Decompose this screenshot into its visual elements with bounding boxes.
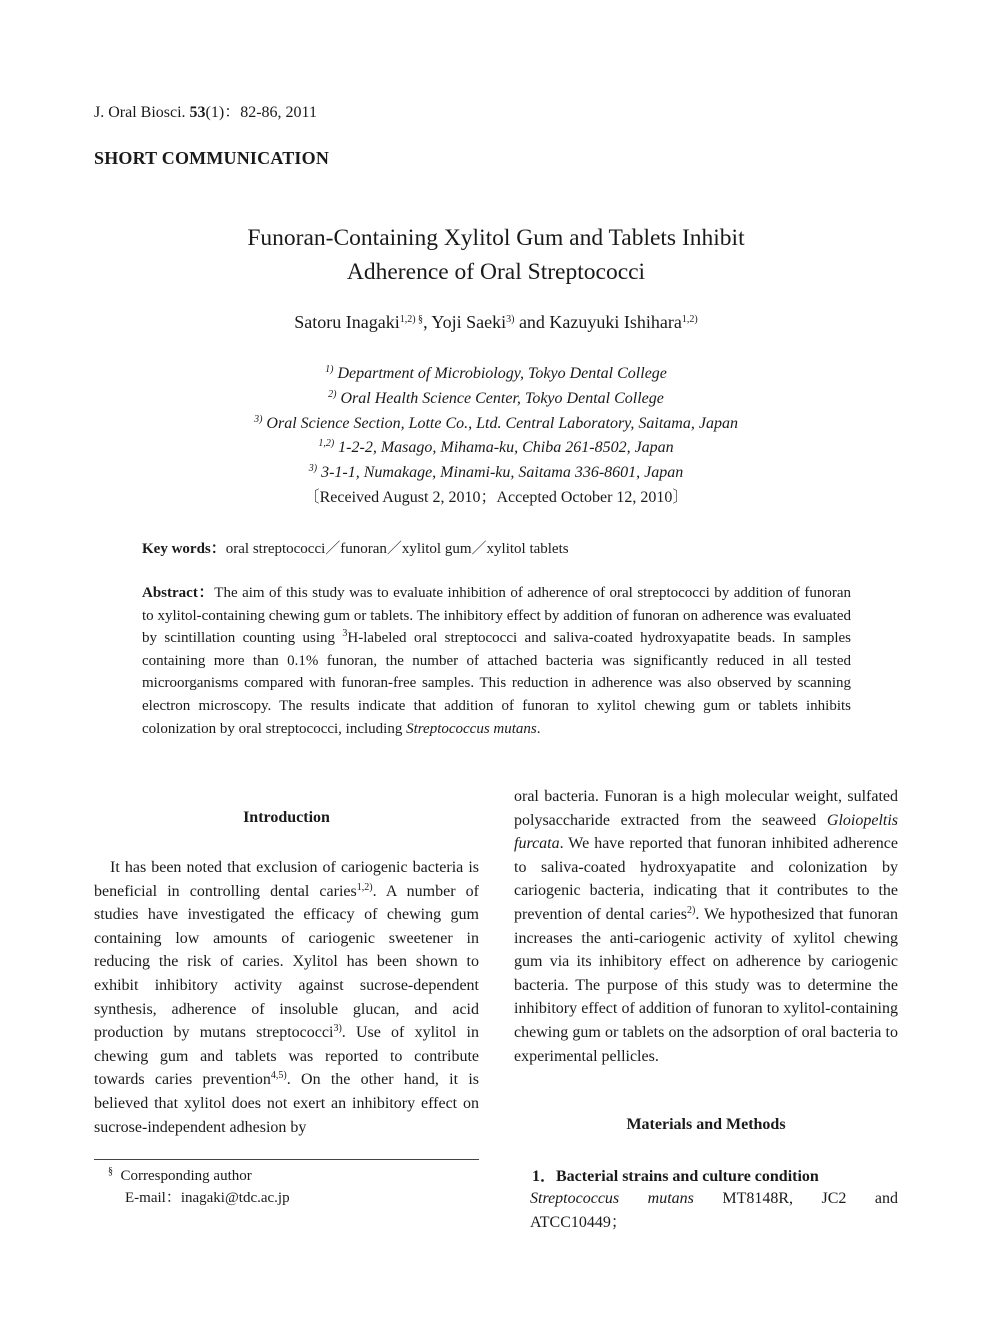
affiliation-line	[0, 362, 992, 387]
abstract-end: .	[536, 720, 541, 737]
abstract-text: The aim of this study was to evaluate inhibition of adherence of oral streptococci by addition of funoran to xylitol-containing chewing gum or tablets. The inhibitory effect by addition of funoran on adherence was evaluated by scintillation counting using	[142, 585, 851, 647]
intro-text: . On the other hand, it is believed that xylitol does not exert an inhibitory effect on sucrose-independent adhesion by	[94, 1071, 479, 1136]
abstract-label: Abstract：	[142, 585, 215, 601]
affiliation-marker: 1)	[325, 364, 334, 375]
author-2: , Yoji Saeki	[423, 312, 507, 332]
affiliation-marker: 2)	[328, 388, 337, 400]
title-line-1: Funoran-Containing Xylitol Gum and Tablets Inhibit	[247, 225, 745, 251]
affiliation-line	[0, 387, 992, 412]
citation-sup: 3)	[333, 1023, 342, 1035]
address-line	[0, 436, 992, 461]
received-dates: 〔Received August 2, 2010；Accepted October 12, 2010〕	[303, 488, 689, 506]
address-text: 3-1-1, Numakage, Minami-ku, Saitama 336-8601, Japan	[321, 464, 684, 482]
intro-text: It has been noted that exclusion of cariogenic bacteria is beneficial in controlling dental caries	[94, 859, 479, 900]
affiliation-line	[0, 412, 992, 437]
species-name: Streptococcus mutans	[530, 1190, 694, 1207]
citation-sup: 2)	[687, 904, 696, 916]
abstract-text: H-labeled oral streptococci and saliva-coated hydroxyapatite beads. In samples containing more than 0.1% funoran, the number of attached bacteria was significantly reduced in all tested microorganisms compared with funoran-free samples. This reduction in adherence was also observed by scanning electron microscopy. The results indicate that addition of funoran to xylitol chewing gum or tablets inhibits colonization by oral streptococci, including	[142, 630, 851, 737]
address-text: 1-2-2, Masago, Mihama-ku, Chiba 261-8502, Japan	[338, 439, 674, 457]
body-text: MT8148R, JC2 and ATCC10449；	[530, 1190, 898, 1231]
email-line: E-mail：inagaki@tdc.ac.jp	[125, 1190, 290, 1206]
introduction-heading: Introduction	[243, 809, 330, 826]
corresponding-author-label: Corresponding author	[120, 1168, 252, 1184]
body-text: . We hypothesized that funoran increases the anti-cariogenic activity of xylitol chewing gum via its inhibitory effect on adherence by cariogenic bacteria. The purpose of this study was to determine the inhibitory effect of addition of funoran to xylitol-containing chewing gum or tablets on the adsorption of oral bacteria to experimental pellicles.	[514, 905, 898, 1065]
journal-issue-pages: (1)：82-86, 2011	[205, 104, 317, 121]
subsection-heading: 1．Bacterial strains and culture condition	[532, 1168, 819, 1185]
author-list	[0, 312, 992, 333]
keywords-label: Key words：	[142, 541, 226, 557]
introduction-paragraph	[94, 856, 479, 1139]
title-line-2: Adherence of Oral Streptococci	[346, 259, 646, 285]
journal-volume: 53	[189, 104, 206, 121]
footnote-mark: §	[108, 1166, 113, 1177]
affiliations	[0, 362, 992, 511]
author-3-affil: 1,2)	[681, 314, 698, 325]
abstract-species: Streptococcus mutans	[406, 720, 537, 737]
body-text: oral bacteria. Funoran is a high molecular weight, sulfated polysaccharide extracted from the seaweed	[514, 788, 898, 829]
strain-paragraph	[530, 1187, 898, 1234]
paper-title	[0, 221, 992, 289]
body-text: . We have reported that funoran inhibited adherence to saliva-coated hydroxyapatite and colonization by cariogenic bacteria, indicating that it contributes to the prevention of dental caries	[514, 835, 898, 923]
author-1: Satoru Inagaki	[294, 312, 400, 332]
affiliation-text: Department of Microbiology, Tokyo Dental College	[337, 365, 667, 382]
right-column-paragraph	[514, 785, 898, 1068]
affiliation-marker: 3)	[254, 413, 263, 425]
author-2-affil: 3)	[506, 314, 515, 325]
intro-text: . Use of xylitol in chewing gum and tablets was reported to contribute towards caries prevention	[94, 1024, 480, 1089]
address-line	[0, 461, 992, 486]
keywords	[142, 537, 569, 558]
corresponding-author-line	[108, 1165, 290, 1187]
abstract	[142, 582, 851, 740]
abstract-isotope-sup: 3	[342, 628, 348, 640]
affiliation-marker: 3)	[308, 463, 318, 475]
species-name: Gloiopeltis furcata	[514, 811, 898, 853]
author-1-affil: 1,2) §	[399, 314, 424, 325]
affiliation-marker: 1,2)	[318, 438, 335, 450]
journal-citation	[94, 99, 317, 122]
affiliation-text: Oral Health Science Center, Tokyo Dental College	[340, 389, 664, 407]
affiliation-text: Oral Science Section, Lotte Co., Ltd. Central Laboratory, Saitama, Japan	[266, 414, 738, 432]
citation-sup: 4,5)	[270, 1070, 287, 1082]
section-label: SHORT COMMUNICATION	[94, 148, 330, 168]
footnote	[108, 1165, 290, 1209]
methods-heading: Materials and Methods	[626, 1116, 786, 1133]
citation-sup: 1,2)	[356, 881, 373, 893]
author-3: and Kazuyuki Ishihara	[514, 312, 682, 332]
journal-name: J. Oral Biosci.	[94, 104, 186, 121]
keywords-text: oral streptococci／funoran／xylitol gum／xylitol tablets	[225, 541, 569, 557]
footnote-divider	[94, 1159, 479, 1160]
intro-text: . A number of studies have investigated the efficacy of chewing gum containing low amounts of cariogenic sweetener in reducing the risk of caries. Xylitol has been shown to exhibit inhibitory activity against sucrose-dependent synthesis, adherence of insoluble glucan, and acid production by mutans streptococci	[94, 882, 479, 1042]
